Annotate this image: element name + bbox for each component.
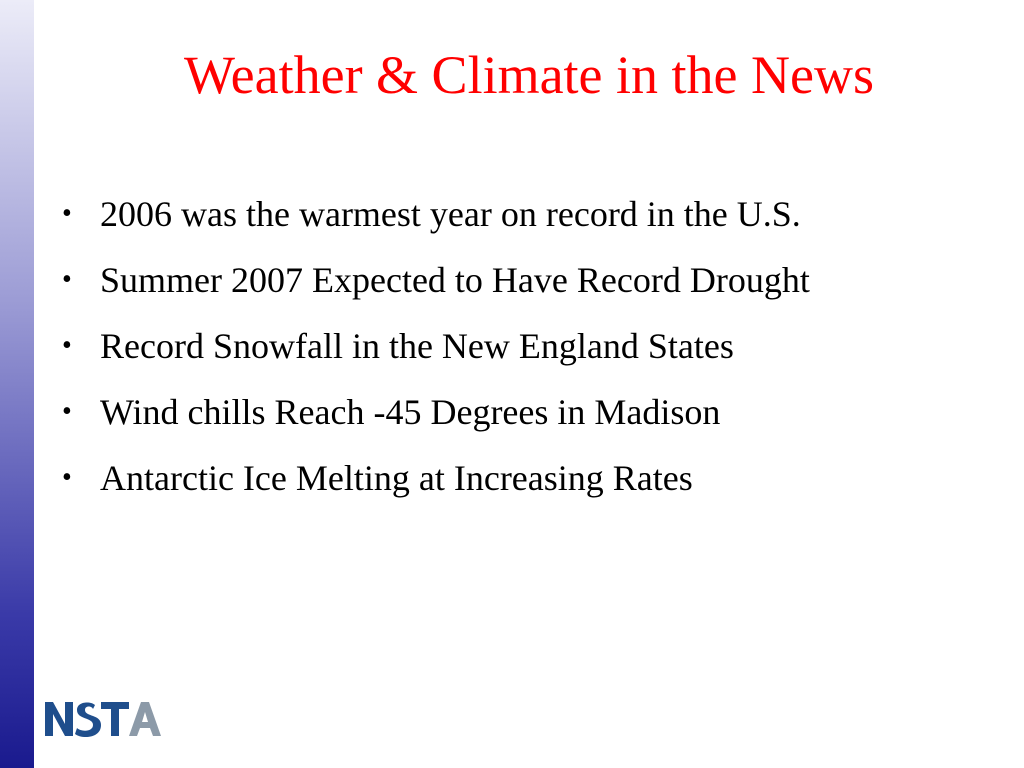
bullet-text: 2006 was the warmest year on record in the U.S. [100, 194, 801, 234]
bullet-dot-icon: • [62, 462, 72, 493]
bullet-item [62, 324, 942, 368]
bullet-text: Record Snowfall in the New England States [100, 326, 734, 366]
bullet-dot-icon: • [62, 198, 72, 229]
bullet-item [62, 390, 942, 434]
bullet-dot-icon: • [62, 396, 72, 427]
bullet-list [62, 192, 942, 522]
bullet-item [62, 456, 942, 500]
bullet-item [62, 192, 942, 236]
bullet-text: Antarctic Ice Melting at Increasing Rates [100, 458, 693, 498]
sidebar-gradient-bar [0, 0, 34, 768]
bullet-text: Summer 2007 Expected to Have Record Drought [100, 260, 810, 300]
bullet-dot-icon: • [62, 330, 72, 361]
bullet-item [62, 258, 942, 302]
bullet-text: Wind chills Reach -45 Degrees in Madison [100, 392, 721, 432]
nsta-logo [43, 692, 163, 744]
slide-title: Weather & Climate in the News [184, 45, 874, 105]
bullet-dot-icon: • [62, 264, 72, 295]
